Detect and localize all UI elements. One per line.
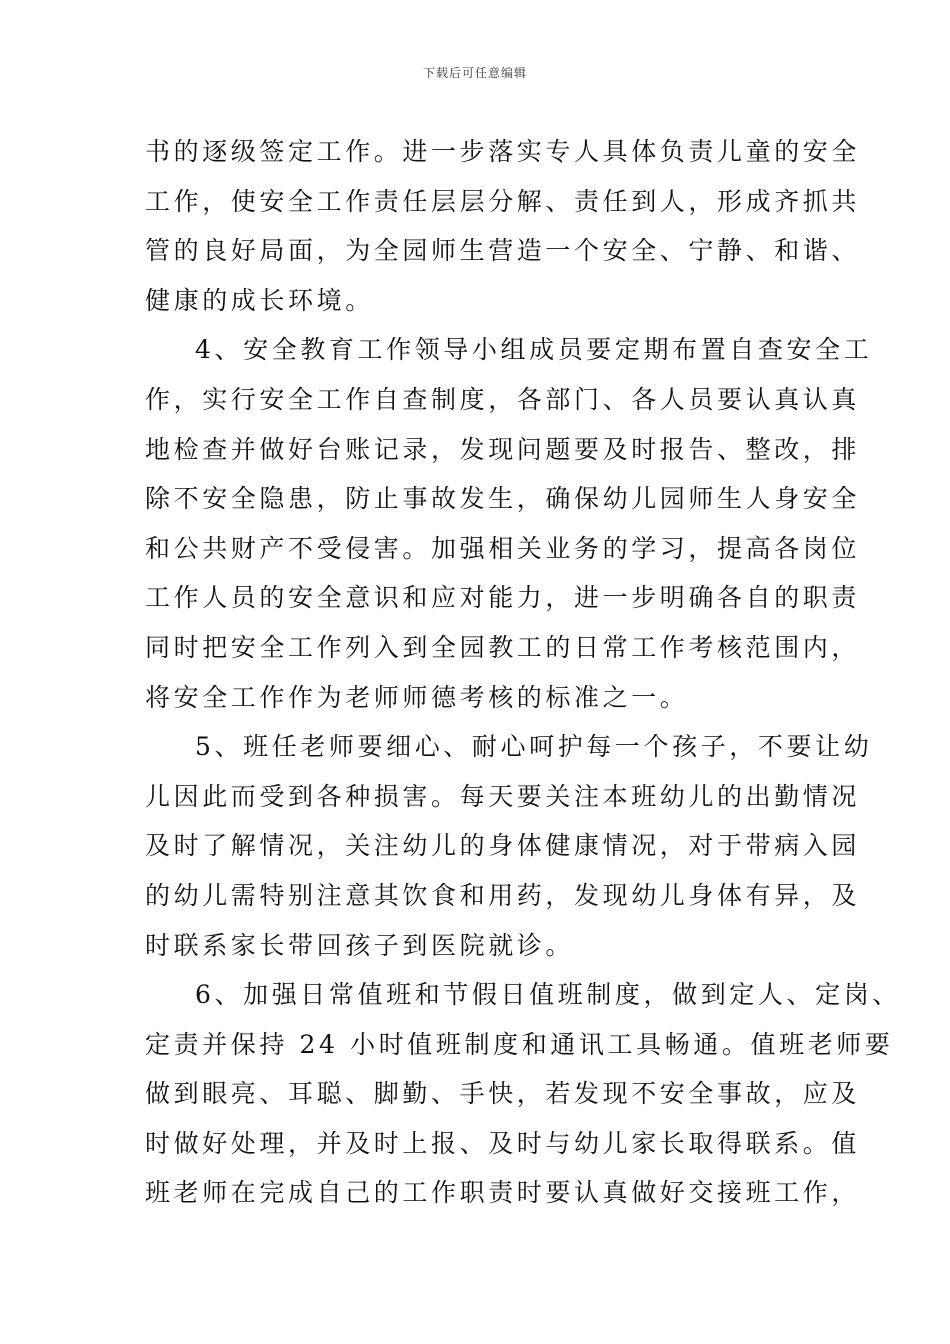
text-line: 地检查并做好台账记录，发现问题要及时报告、整改，排 [145,434,861,464]
text-line: 工作人员的安全意识和应对能力，进一步明确各自的职责 [145,583,861,613]
text-line: 班老师在完成自己的工作职责时要认真做好交接班工作， [145,1178,861,1208]
text-line: 儿因此而受到各种损害。每天要关注本班幼儿的出勤情况 [145,781,861,811]
text-line: 书的逐级签定工作。进一步落实专人具体负责儿童的安全 [145,137,861,166]
text-line: 及时了解情况，关注幼儿的身体健康情况，对于带病入园 [145,831,861,861]
text-line: 工作，使安全工作责任层层分解、责任到人，形成齐抓共 [145,186,861,216]
text-line: 将安全工作作为老师师德考核的标准之一。 [145,682,689,712]
text-line: 的幼儿需特别注意其饮食和用药，发现幼儿身体有异，及 [145,880,861,910]
paragraph-first-line: 5、班任老师要细心、耐心呵护每一个孩子，不要让幼 [195,732,873,762]
page-header: 下载后可任意编辑 [422,66,527,80]
text-line: 除不安全隐患，防止事故发生，确保幼儿园师生人身安全 [145,484,861,514]
text-line: 管的良好局面，为全园师生营造一个安全、宁静、和谐、 [145,236,861,266]
paragraph-first-line: 4、安全教育工作领导小组成员要定期布置自查安全工 [195,335,873,365]
document-body [145,127,901,1218]
text-line: 时做好处理，并及时上报、及时与幼儿家长取得联系。值 [145,1128,861,1158]
text-line: 同时把安全工作列入到全园教工的日常工作考核范围内， [145,632,861,662]
text-line: 时联系家长带回孩子到医院就诊。 [145,930,575,960]
text-line: 和公共财产不受侵害。加强相关业务的学习，提高各岗位 [145,533,861,563]
text-line: 作，实行安全工作自查制度，各部门、各人员要认真认真 [145,384,861,414]
text-line: 做到眼亮、耳聪、脚勤、手快，若发现不安全事故，应及 [145,1079,861,1109]
paragraph-first-line: 6、加强日常值班和节假日值班制度，做到定人、定岗、 [195,980,901,1010]
text-line: 健康的成长环境。 [145,285,374,315]
text-line: 定责并保持 24 小时值班制度和通讯工具畅通。值班老师要 [145,1029,894,1059]
